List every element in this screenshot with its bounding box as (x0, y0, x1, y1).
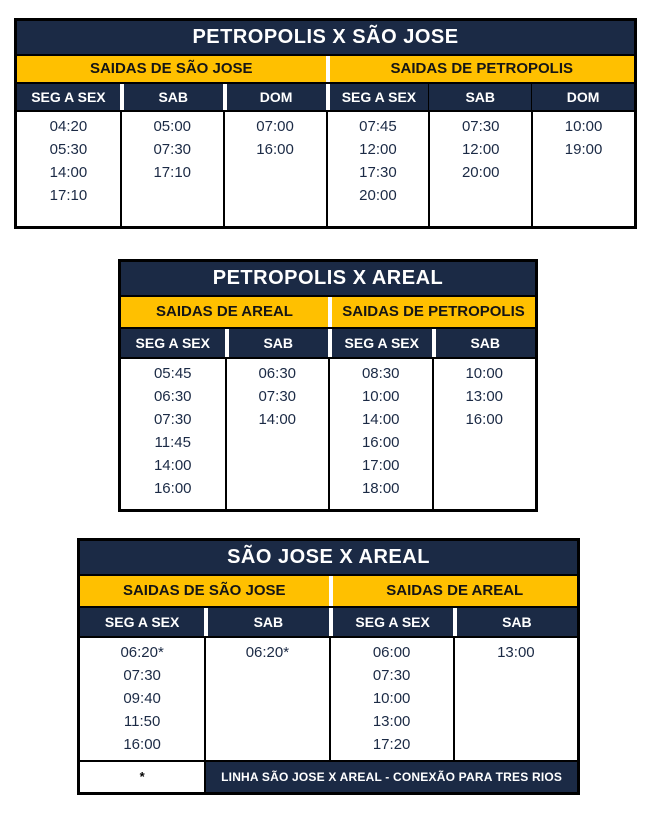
day-header: SAB (453, 608, 577, 636)
departure-time: 17:10 (49, 187, 88, 204)
group-header: SAIDAS DE PETROPOLIS (328, 297, 535, 327)
day-header-row (121, 329, 535, 357)
departure-time: 17:20 (372, 736, 411, 753)
departure-time: 16:00 (465, 411, 504, 428)
day-header: SEG A SEX (17, 84, 120, 110)
footnote-marker: * (80, 762, 204, 792)
group-header: SAIDAS DE SÃO JOSE (17, 56, 326, 82)
departure-time: 16:00 (256, 141, 294, 158)
departure-time: 11:45 (154, 434, 191, 451)
day-header-row (17, 84, 634, 110)
departure-time: 06:20* (245, 644, 290, 661)
day-header: DOM (223, 84, 326, 110)
day-header: SAB (428, 84, 531, 110)
departure-time: 07:30 (153, 141, 192, 158)
table-body (121, 295, 535, 509)
times-row (121, 357, 535, 509)
times-column (328, 359, 432, 509)
departure-time: 13:00 (465, 388, 504, 405)
departure-time: 06:30 (258, 365, 297, 382)
times-column (223, 112, 326, 226)
departure-time: 07:45 (359, 118, 397, 135)
table-title: PETROPOLIS X AREAL (121, 262, 535, 295)
day-header: DOM (531, 84, 634, 110)
table-petropolis-x-areal (118, 259, 538, 512)
departure-time: 16:00 (361, 434, 400, 451)
departure-time: 14:00 (258, 411, 297, 428)
departure-time: 17:10 (153, 164, 192, 181)
departure-time: 07:30 (123, 667, 161, 684)
departure-time: 05:45 (153, 365, 192, 382)
day-header: SAB (204, 608, 328, 636)
departure-time: 05:30 (49, 141, 88, 158)
departure-time: 14:00 (153, 457, 192, 474)
departure-time: 05:00 (153, 118, 192, 135)
group-header: SAIDAS DE AREAL (329, 576, 578, 606)
times-column (531, 112, 634, 226)
departure-time: 20:00 (359, 187, 397, 204)
departure-time: 06:00 (372, 644, 411, 661)
departure-time: 20:00 (461, 164, 500, 181)
times-column (453, 638, 577, 760)
footnote-row (80, 760, 577, 792)
departure-time: 06:30 (153, 388, 192, 405)
departure-time: 14:00 (361, 411, 400, 428)
table-title: SÃO JOSE X AREAL (80, 541, 577, 574)
departure-time: 17:30 (359, 164, 397, 181)
departure-time: 08:30 (361, 365, 400, 382)
departure-time: 14:00 (49, 164, 88, 181)
departure-time: 17:00 (361, 457, 400, 474)
times-column (121, 359, 225, 509)
departure-time: 09:40 (123, 690, 161, 707)
times-column (80, 638, 204, 760)
group-header: SAIDAS DE PETROPOLIS (326, 56, 635, 82)
departure-time: 07:00 (256, 118, 294, 135)
table-sao-jose-x-areal (77, 538, 580, 795)
departure-time: 19:00 (564, 141, 603, 158)
departure-time: 06:20* (120, 644, 164, 661)
timetables-page (0, 18, 653, 795)
group-header: SAIDAS DE SÃO JOSE (80, 576, 329, 606)
day-header: SEG A SEX (328, 329, 432, 357)
times-column (428, 112, 531, 226)
times-column (204, 638, 328, 760)
times-row (17, 110, 634, 226)
departure-time: 07:30 (461, 118, 500, 135)
departure-time: 10:00 (372, 690, 411, 707)
times-column (326, 112, 429, 226)
group-header: SAIDAS DE AREAL (121, 297, 328, 327)
departure-time: 12:00 (359, 141, 397, 158)
departure-time: 10:00 (465, 365, 504, 382)
departure-time: 07:30 (258, 388, 297, 405)
times-column (17, 112, 120, 226)
day-header: SEG A SEX (80, 608, 204, 636)
table-body (17, 54, 634, 226)
group-header-row (80, 574, 577, 608)
departure-time: 18:00 (361, 480, 400, 497)
table-petropolis-x-sao-jose (14, 18, 637, 229)
departure-time: 07:30 (153, 411, 192, 428)
times-row (80, 636, 577, 760)
day-header-row (80, 608, 577, 636)
departure-time: 16:00 (123, 736, 161, 753)
times-column (329, 638, 453, 760)
departure-time: 13:00 (372, 713, 411, 730)
departure-time: 07:30 (372, 667, 411, 684)
day-header: SAB (120, 84, 223, 110)
times-column (120, 112, 223, 226)
departure-time: 10:00 (361, 388, 400, 405)
day-header: SEG A SEX (121, 329, 225, 357)
times-column (432, 359, 536, 509)
table-body (80, 574, 577, 792)
departure-time: 12:00 (461, 141, 500, 158)
footnote-text: LINHA SÃO JOSE X AREAL - CONEXÃO PARA TRES RIOS (204, 762, 577, 792)
group-header-row (17, 54, 634, 84)
departure-time: 13:00 (497, 644, 535, 661)
day-header: SEG A SEX (326, 84, 429, 110)
table-title: PETROPOLIS X SÃO JOSE (17, 21, 634, 54)
day-header: SAB (225, 329, 329, 357)
group-header-row (121, 295, 535, 329)
departure-time: 16:00 (153, 480, 192, 497)
day-header: SAB (432, 329, 536, 357)
day-header: SEG A SEX (329, 608, 453, 636)
times-column (225, 359, 329, 509)
departure-time: 11:50 (123, 713, 161, 730)
departure-time: 04:20 (49, 118, 88, 135)
departure-time: 10:00 (564, 118, 603, 135)
